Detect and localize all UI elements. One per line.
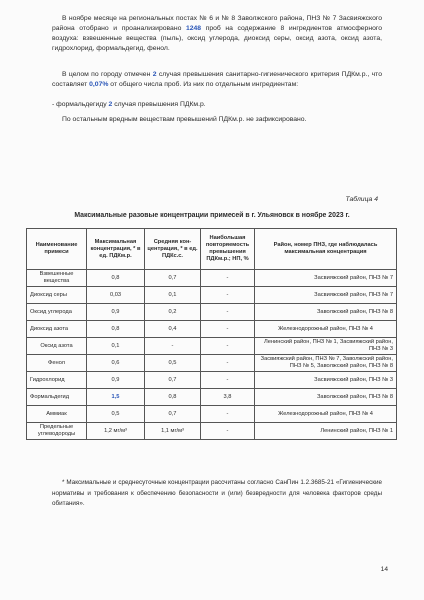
cell-mean: 0,7 (145, 270, 201, 287)
table-row (27, 355, 397, 372)
cell-max: 0,9 (87, 304, 145, 321)
intro-text-start: В ноябре месяце на региональных постах № 6 и № 8 Заволжского района, ПНЗ № 7 Засвияжского района отобрано и проанализировано (52, 15, 382, 32)
cell-substance: Аммиак (27, 406, 87, 423)
page-number: 14 (380, 566, 388, 573)
intro-paragraph (52, 14, 382, 54)
cell-max: 0,6 (87, 355, 145, 372)
header-substance: Наименование примеси (27, 229, 87, 270)
bullet-count: 2 (108, 101, 113, 108)
cell-max: 0,5 (87, 406, 145, 423)
cell-district: Засвияжский район, ПНЗ № 7, Заволжский район, ПНЗ № 5, Заволжский район, ПНЗ № 8 (255, 355, 397, 372)
table-row (27, 270, 397, 287)
summary-text-middle: случая превышения санитарно-гигиенического критерия ПДКм.р., что составляет (52, 71, 382, 88)
table-row (27, 406, 397, 423)
header-mean-concentration: Средняя кон-центрация, * в ед. ПДКс.с. (145, 229, 201, 270)
footnote: * Максимальные и среднесуточные концентрации рассчитаны согласно СанПин 1.2.3685-21 «Гигиенические нормативы и требования к обеспечению безопасности и (или) безвредности для человека факторов среды обитания». (52, 479, 382, 507)
cell-max: 1,5 (87, 389, 145, 406)
intro-text-end: проб на содержание 8 ингредиентов атмосферного воздуха: взвешенные вещества (пыль), оксид углерода, диоксид серы, оксид азота, оксид азота, гидрохлорид, формальдегид, фенол. (52, 25, 382, 52)
cell-repeatability: - (201, 287, 255, 304)
cell-district: Засвияжский район, ПНЗ № 7 (255, 287, 397, 304)
cell-mean: - (145, 338, 201, 355)
table-row (27, 389, 397, 406)
cell-mean: 0,8 (145, 389, 201, 406)
cell-repeatability: - (201, 423, 255, 440)
cell-repeatability: 3,8 (201, 389, 255, 406)
cell-substance: Фенол (27, 355, 87, 372)
cell-repeatability: - (201, 338, 255, 355)
cell-repeatability: - (201, 321, 255, 338)
cell-substance: Диоксид азота (27, 321, 87, 338)
cell-max: 1,2 мг/м³ (87, 423, 145, 440)
cell-max: 0,1 (87, 338, 145, 355)
table-header-row (27, 229, 397, 270)
concentrations-table (26, 228, 397, 440)
cell-substance: Гидрохлорид (27, 372, 87, 389)
table-caption: Таблица 4 (345, 196, 378, 203)
cell-mean: 0,4 (145, 321, 201, 338)
cell-repeatability: - (201, 355, 255, 372)
cell-mean: 0,7 (145, 406, 201, 423)
cell-district: Засвияжский район, ПНЗ № 3 (255, 372, 397, 389)
table-row (27, 321, 397, 338)
table-row (27, 287, 397, 304)
summary-text-end: от общего числа проб. Из них по отдельным ингредиентам: (108, 81, 299, 88)
formaldehyde-bullet (52, 100, 382, 110)
cell-max: 0,9 (87, 372, 145, 389)
cell-repeatability: - (201, 270, 255, 287)
cell-repeatability: - (201, 406, 255, 423)
cell-substance: Предельные углеводороды (27, 423, 87, 440)
bullet-text-end: случая превышения ПДКм.р. (112, 101, 206, 108)
cell-repeatability: - (201, 372, 255, 389)
cell-substance: Оксид азота (27, 338, 87, 355)
cell-max: 0,8 (87, 321, 145, 338)
cell-substance: Оксид углерода (27, 304, 87, 321)
header-max-concentration: Максимальная концентрация, * в ед. ПДКм.р. (87, 229, 145, 270)
cell-district: Ленинский район, ПНЗ № 1, Засвияжский район, ПНЗ № 3 (255, 338, 397, 355)
cell-district: Железнодорожный район, ПНЗ № 4 (255, 321, 397, 338)
cell-substance: Взвешенные вещества (27, 270, 87, 287)
cell-max: 0,03 (87, 287, 145, 304)
cell-district: Засвияжский район, ПНЗ № 7 (255, 270, 397, 287)
table-title: Максимальные разовые концентрации примесей в г. Ульяновск в ноябре 2023 г. (74, 212, 350, 219)
cell-district: Заволжский район, ПНЗ № 8 (255, 304, 397, 321)
summary-text-start: В целом по городу отмечен (62, 71, 153, 78)
cell-district: Заволжский район, ПНЗ № 8 (255, 389, 397, 406)
cell-mean: 0,7 (145, 372, 201, 389)
bullet-text-start: - формальдегиду (52, 101, 109, 108)
exceedance-percent: 0,07% (89, 81, 109, 88)
sample-count: 1248 (185, 25, 202, 32)
exceedance-cases: 2 (152, 71, 157, 78)
cell-max: 0,8 (87, 270, 145, 287)
cell-mean: 0,5 (145, 355, 201, 372)
summary-paragraph (52, 70, 382, 90)
no-other-exceedances-paragraph: По остальным вредным веществам превышений ПДКм.р. не зафиксировано. (62, 116, 307, 123)
table-row (27, 372, 397, 389)
header-repeatability: Наибольшая повторяемость превышения ПДКм.р.; НП, % (201, 229, 255, 270)
cell-repeatability: - (201, 304, 255, 321)
cell-mean: 0,2 (145, 304, 201, 321)
table-row (27, 304, 397, 321)
table-row (27, 423, 397, 440)
cell-substance: Формальдегид (27, 389, 87, 406)
header-district: Район, номер ПНЗ, где наблюдалась максимальная концентрация (255, 229, 397, 270)
cell-district: Ленинский район, ПНЗ № 1 (255, 423, 397, 440)
table-row (27, 338, 397, 355)
cell-district: Железнодорожный район, ПНЗ № 4 (255, 406, 397, 423)
cell-substance: Диоксид серы (27, 287, 87, 304)
cell-mean: 1,1 мг/м³ (145, 423, 201, 440)
cell-mean: 0,1 (145, 287, 201, 304)
